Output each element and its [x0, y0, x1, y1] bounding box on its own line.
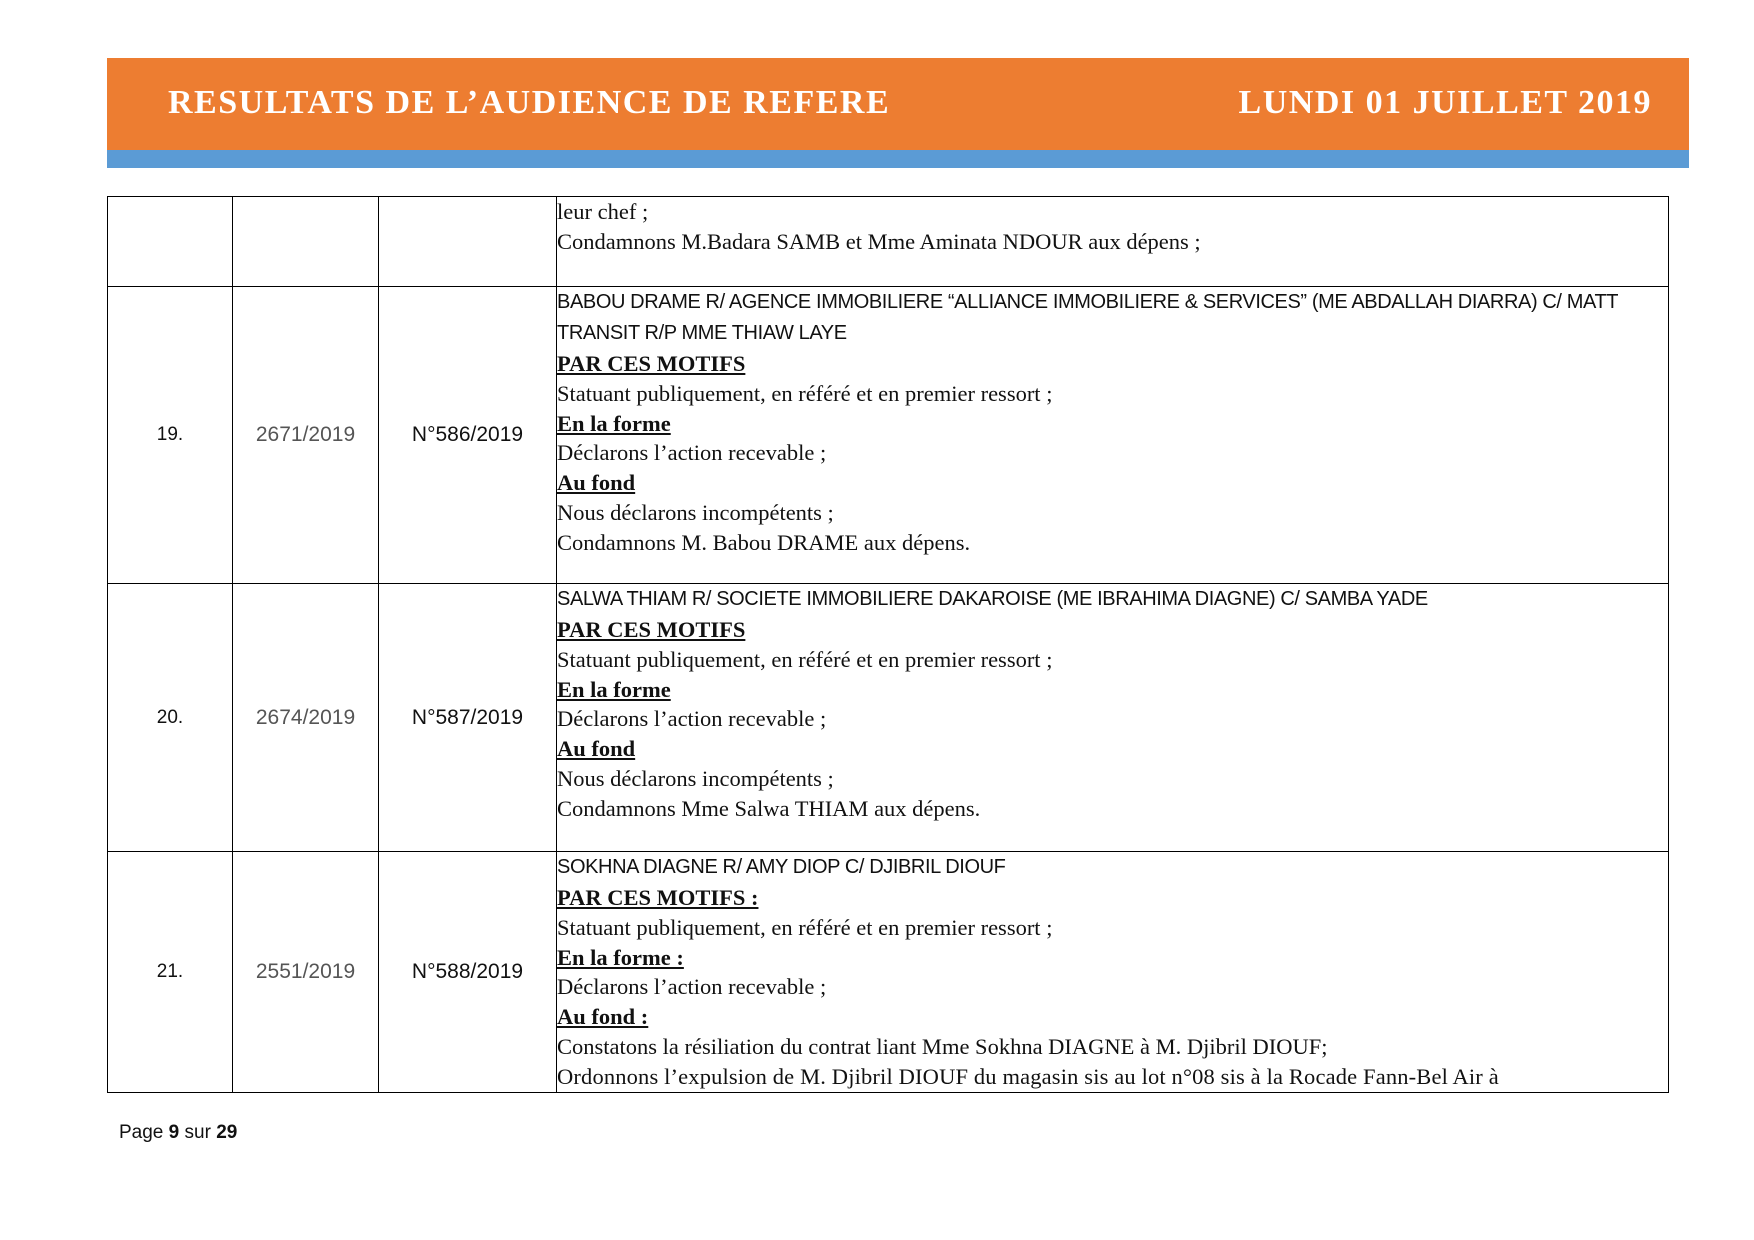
parties-line: SOKHNA DIAGNE R/ AMY DIOP C/ DJIBRIL DIOUF — [557, 856, 1006, 878]
ordonnance-number: N°586/2019 — [379, 287, 557, 584]
rg-number: 2551/2019 — [233, 852, 379, 1093]
rg-number: 2674/2019 — [233, 584, 379, 852]
decision-line: leur chef ; — [557, 199, 649, 224]
decision-cell — [557, 584, 1669, 852]
decision-line: Condamnons Mme Salwa THIAM aux dépens. — [557, 795, 981, 821]
decision-line: Condamnons M. Babou DRAME aux dépens. — [557, 529, 971, 555]
decision-cell — [557, 197, 1669, 287]
section-heading: PAR CES MOTIFS : — [557, 885, 759, 910]
case-number — [108, 197, 233, 287]
ordonnance-number: N°587/2019 — [379, 584, 557, 852]
header-stripe — [107, 150, 1689, 168]
table-row — [108, 197, 1669, 287]
section-heading: Au fond : — [557, 1004, 649, 1030]
section-heading: En la forme — [557, 676, 671, 702]
decision-line: Nous déclarons incompétents ; — [557, 765, 834, 791]
page-word: Page — [119, 1122, 164, 1143]
case-number: 20. — [108, 584, 233, 852]
case-number: 19. — [108, 287, 233, 584]
decision-line: Déclarons l’action recevable ; — [557, 706, 827, 732]
decision-line: Ordonnons l’expulsion de M. Djibril DIOUF du magasin sis au lot n°08 sis à la Rocade Fann-Bel Air à — [557, 1063, 1499, 1089]
section-heading: PAR CES MOTIFS — [557, 351, 746, 376]
rg-number — [233, 197, 379, 287]
parties-line: SALWA THIAM R/ SOCIETE IMMOBILIERE DAKAROISE (ME IBRAHIMA DIAGNE) C/ SAMBA YADE — [557, 588, 1428, 610]
table-row — [108, 584, 1669, 852]
table-row — [108, 287, 1669, 584]
section-heading: PAR CES MOTIFS — [557, 617, 746, 642]
section-heading: En la forme : — [557, 944, 684, 970]
section-heading: Au fond — [557, 736, 636, 762]
section-heading: En la forme — [557, 410, 671, 436]
page-current: 9 — [168, 1122, 180, 1143]
ordonnance-number: N°588/2019 — [379, 852, 557, 1093]
hearing-date: LUNDI 01 JUILLET 2019 — [1238, 84, 1652, 121]
section-heading: Au fond — [557, 470, 636, 496]
page-total: 29 — [216, 1122, 238, 1143]
document-title: RESULTATS DE L’AUDIENCE DE REFERE — [168, 84, 891, 121]
page-footer — [119, 1122, 237, 1144]
decision-line: Statuant publiquement, en référé et en premier ressort ; — [557, 646, 1053, 672]
decision-line: Constatons la résiliation du contrat liant Mme Sokhna DIAGNE à M. Djibril DIOUF; — [557, 1033, 1328, 1059]
rg-number: 2671/2019 — [233, 287, 379, 584]
decision-line: Statuant publiquement, en référé et en premier ressort ; — [557, 914, 1053, 940]
decision-line: Condamnons M.Badara SAMB et Mme Aminata NDOUR aux dépens ; — [557, 228, 1201, 254]
results-table — [107, 196, 1669, 1093]
parties-line: BABOU DRAME R/ AGENCE IMMOBILIERE “ALLIANCE IMMOBILIERE & SERVICES” (ME ABDALLAH DIARRA) C/ MATT TRANSIT R/P MME THIAW LAYE — [557, 291, 1618, 344]
decision-cell — [557, 852, 1669, 1093]
of-word: sur — [184, 1122, 211, 1143]
table-row — [108, 852, 1669, 1093]
decision-cell — [557, 287, 1669, 584]
decision-line: Statuant publiquement, en référé et en premier ressort ; — [557, 380, 1053, 406]
decision-line: Déclarons l’action recevable ; — [557, 974, 827, 1000]
ordonnance-number — [379, 197, 557, 287]
decision-line: Déclarons l’action recevable ; — [557, 440, 827, 466]
decision-line: Nous déclarons incompétents ; — [557, 499, 834, 525]
case-number: 21. — [108, 852, 233, 1093]
